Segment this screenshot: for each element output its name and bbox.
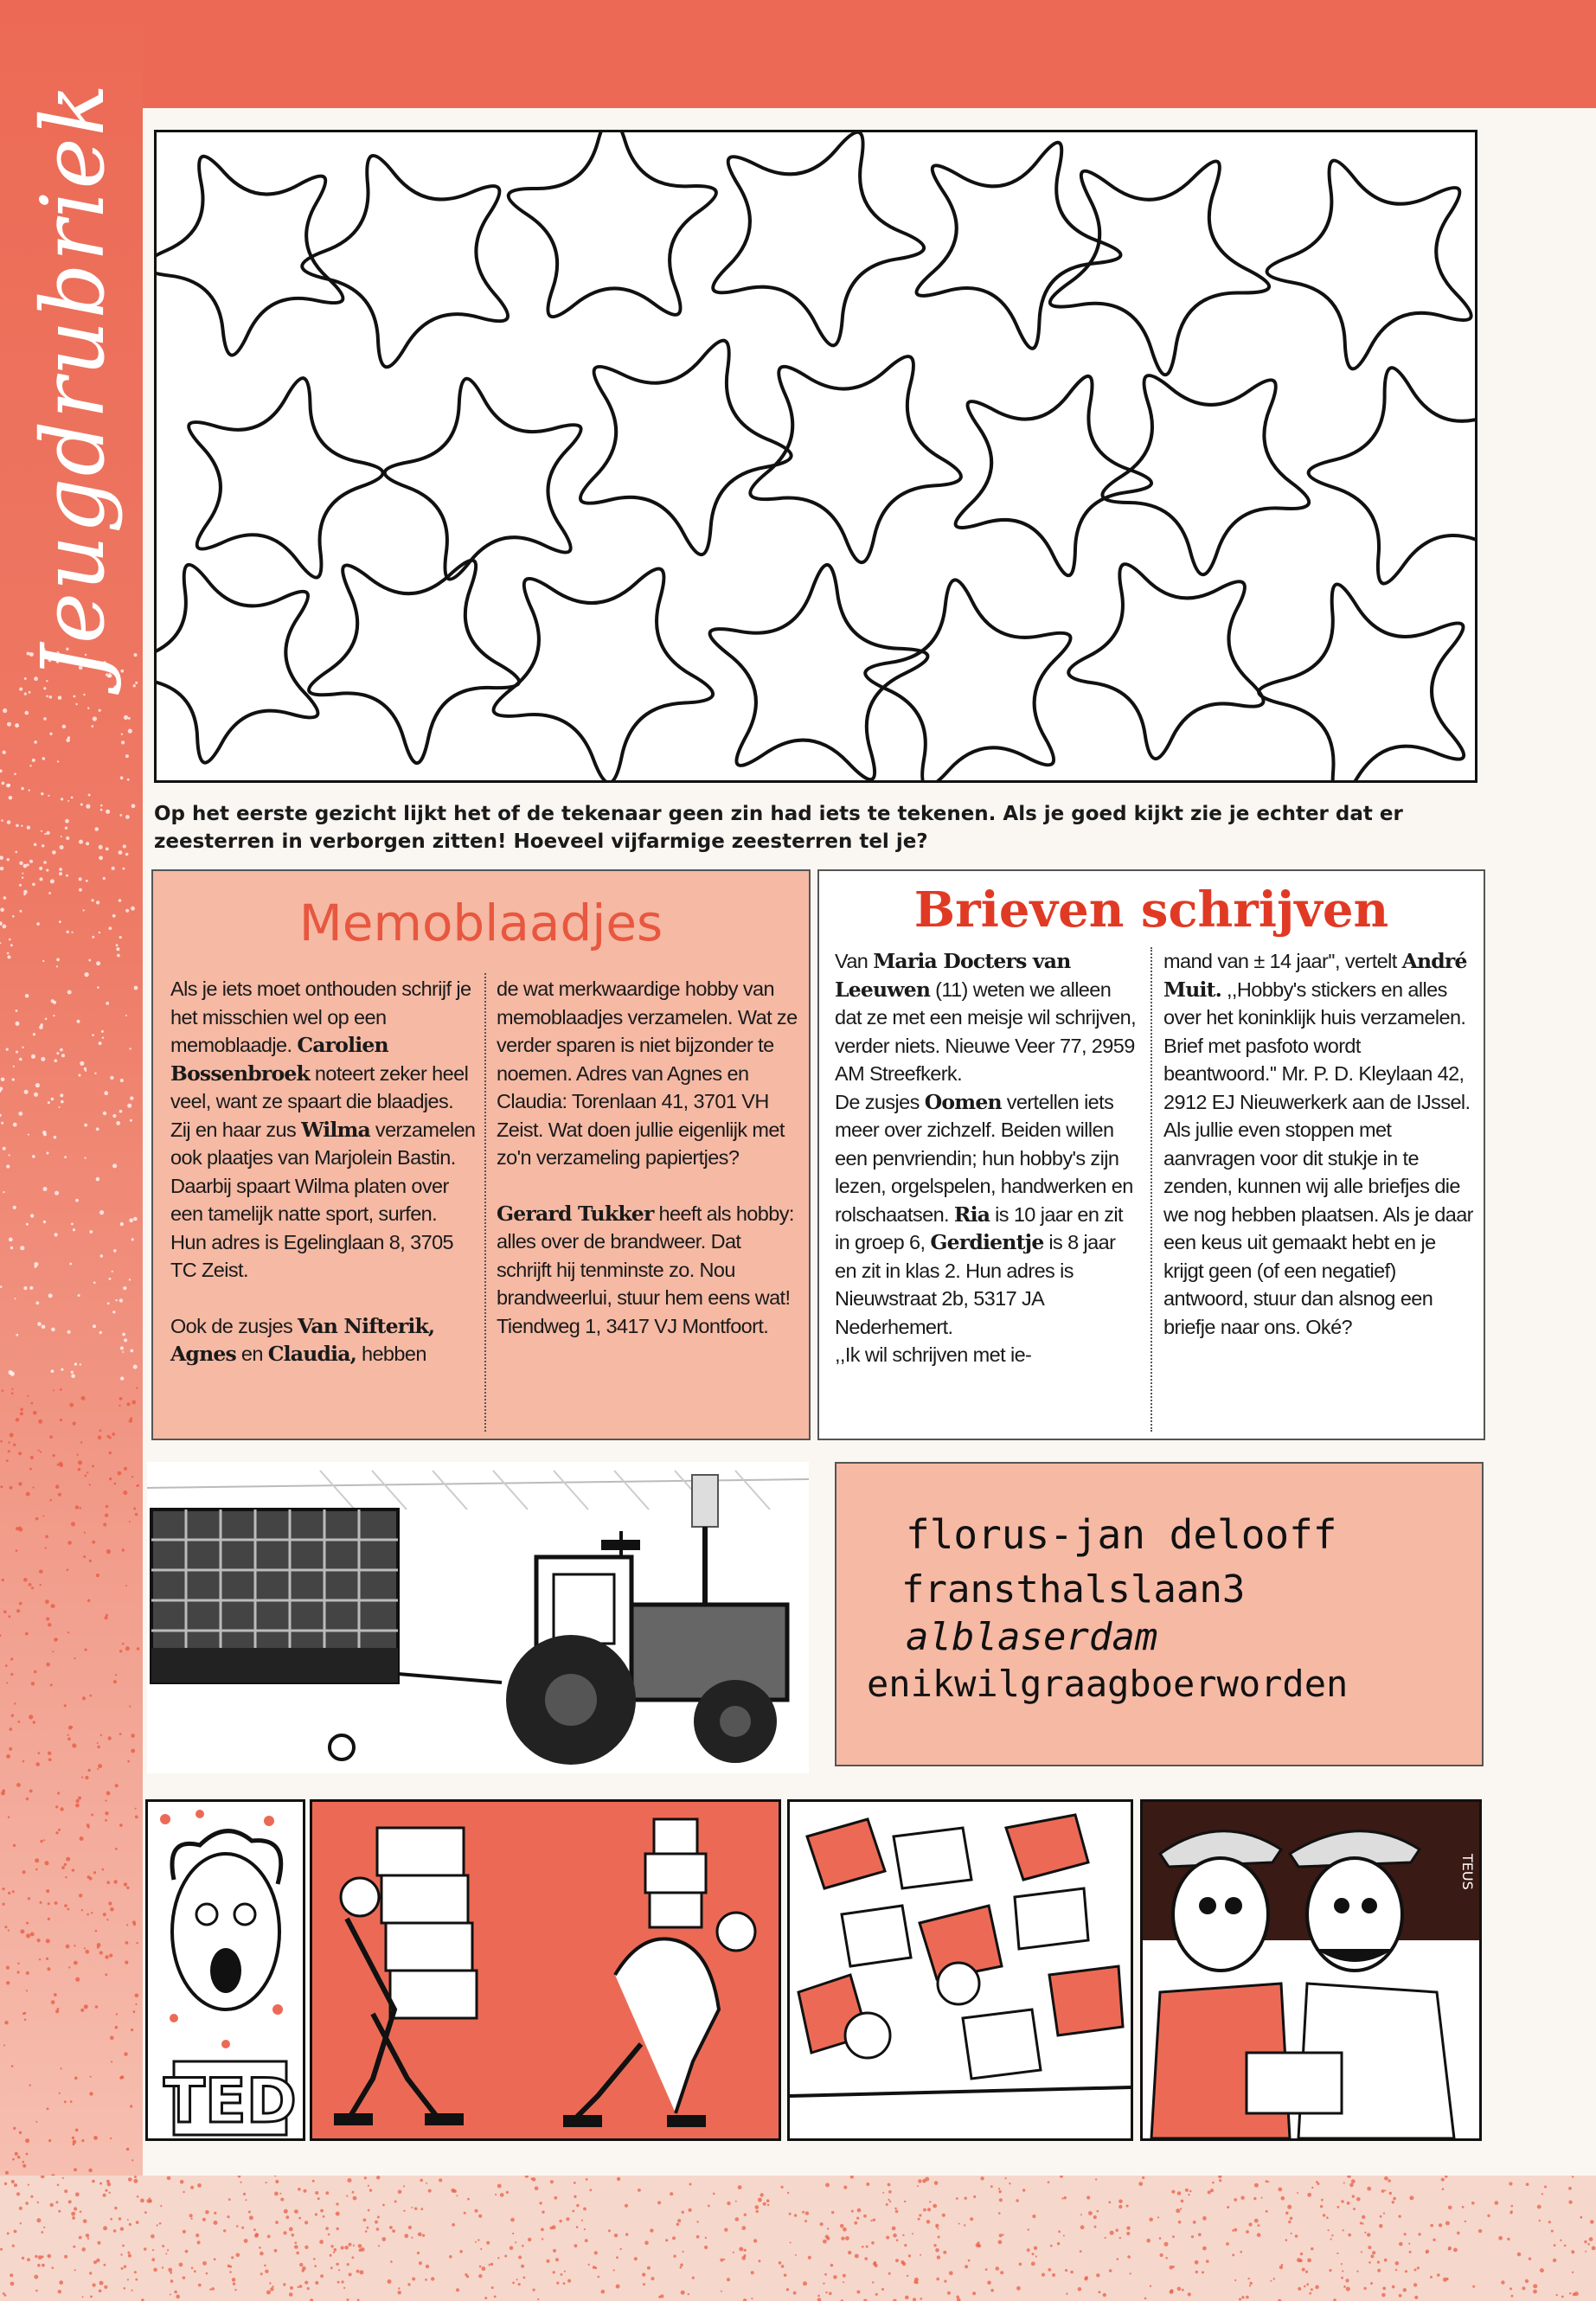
starfish-outline [1309, 368, 1475, 583]
starfish-outline [710, 565, 928, 779]
body-text: de wat merkwaardige hobby van memoblaadjes verzamelen. Wat ze verder sparen is niet bijzonder te noemen. Adres van Agnes en Claudia: Torenlaan 41, 3701 VH Zeist. Wat doen jullie eigenlijk met zo'n verzameling papiertjes? [497, 977, 798, 1169]
starfish-outline [157, 565, 317, 763]
bottom-dots [0, 2176, 1596, 2301]
body-text: noteert zeker heel veel, want ze spaart die blaadjes. Zij en haar zus [170, 1061, 469, 1141]
section-title-text: Jeugdrubriek [22, 81, 125, 680]
memoblaadjes-box [151, 869, 811, 1440]
starfish-outline [509, 132, 716, 317]
section-title [17, 81, 130, 680]
letter-line-2: fransthalslaan3 [901, 1567, 1246, 1612]
body-text: is 10 jaar en zit in groep 6, [835, 1202, 1123, 1253]
body-text: ,,Hobby's stickers en alles over het koninklijk huis verzamelen. Brief met pasfoto wordt beantwoord.'' Mr. P. D. Kleylaan 42, 2912 EJ Nieuwerkerk aan de IJssel. Als jullie even stoppen met aanvragen voor dit stukje in te zenden, kunnen wij alle briefjes die we nog hebben plaatsen. Als je daar een keus uit gemaakt hebt en je krijgt geen (of een negatief) antwoord, stuur dan alsnog een briefje naar ons. Oké? [1163, 977, 1473, 1338]
body-text: en [235, 1343, 268, 1365]
starfish-outline [385, 379, 581, 580]
memo-paragraph [497, 975, 799, 1172]
memo-column-2 [497, 975, 799, 1340]
bold-name: Gerard Tukker [497, 1201, 654, 1226]
starfish-outline [1050, 161, 1269, 375]
starfish-outline [189, 378, 382, 578]
body-text: (11) weten we alleen dat ze met een meisje wil schrijven, verder niets. Nieuwe Veer 77, 2959 AM Streefkerk. De zusjes [835, 977, 1137, 1113]
letter-line-3: alblaserdam [906, 1615, 1158, 1659]
artist-mark: TEUS [1459, 1854, 1476, 1890]
handwritten-letter-box [835, 1462, 1484, 1766]
comic-panel-ted [145, 1799, 305, 2141]
body-text: vertellen iets meer over zichzelf. Beiden willen een penvriendin; hun hobby's zijn lezen, orgelspelen, handwerken en rolschaatsen. [835, 1090, 1133, 1226]
bottom-dotted-band [0, 2176, 1596, 2301]
body-text: hebben [356, 1343, 426, 1365]
starfish-outline [494, 568, 714, 780]
bold-name: Claudia, [267, 1342, 357, 1366]
bold-name: Carolien Bossenbroek [170, 1033, 388, 1086]
starfish-tangle-drawing [157, 132, 1475, 780]
ted-signature: TED [163, 2066, 297, 2137]
starfish-outline [1259, 584, 1464, 780]
bold-name: Van Nifterik, Agnes [170, 1313, 435, 1366]
bold-name: Wilma [301, 1117, 370, 1142]
brieven-schrijven-box [817, 869, 1485, 1440]
bold-name: André Muit. [1163, 949, 1467, 1002]
memo-paragraph [497, 1200, 799, 1341]
starfish-outline [1102, 375, 1309, 574]
brieven-paragraph [835, 947, 1142, 1369]
body-text: Ook de zusjes [170, 1314, 298, 1337]
body-text: verzamelen ook plaatjes van Marjolein Bastin. Daarbij spaart Wilma platen over een tamelijk natte sport, surfen. Hun adres is Egelinglaan 8, 3705 TC Zeist. [170, 1118, 476, 1281]
bold-name: Gerdientje [930, 1230, 1044, 1254]
starfish-outline [1068, 564, 1263, 759]
tractor-illustration [147, 1462, 809, 1773]
body-text: mand van ± 14 jaar'', vertelt [1163, 950, 1402, 972]
starfish-outline [713, 132, 924, 345]
brieven-paragraph [1163, 947, 1477, 1341]
memoblaadjes-title: Memoblaadjes [298, 894, 663, 952]
bold-name: Maria Docters van Leeuwen [835, 949, 1071, 1002]
memo-paragraph [170, 1312, 478, 1368]
memo-paragraph [170, 975, 478, 1285]
letter-line-1: florus-jan delooff [906, 1511, 1337, 1558]
starfish-outline [580, 341, 792, 555]
brieven-column-1 [835, 947, 1142, 1369]
letter-line-4: enikwilgraagboerworden [867, 1663, 1349, 1705]
starfish-outline [309, 561, 519, 763]
bold-name: Oomen [924, 1089, 1002, 1114]
body-text: heeft als hobby: alles over de brandweer. Dat schrijft hij tenminste zo. Nou brandweerlui, stuur hem eens wat! Tiendweg 1, 3417 VJ Montfoort. [497, 1202, 794, 1337]
memo-column-divider [484, 973, 486, 1432]
brieven-column-2 [1163, 947, 1477, 1341]
body-text: Van [835, 950, 874, 972]
comic-panel-carrying-boxes [310, 1799, 781, 2141]
brieven-title: Brieven schrijven [913, 881, 1389, 939]
body-text: is 8 jaar en zit in klas 2. Hun adres is Nieuwstraat 2b, 5317 JA Nederhemert. ,,Ik wil schrijven met ie- [835, 1231, 1116, 1366]
puzzle-caption: Op het eerste gezicht lijkt het of de tekenaar geen zin had iets te tekenen. Als je goed kijkt zie je echter dat er zeesterren in verborgen zitten! Hoeveel vijfarmige zeesterren tel je? [154, 803, 1403, 853]
comic-panel-crash [787, 1799, 1133, 2141]
memo-column-1 [170, 975, 478, 1368]
starfish-outline [302, 156, 508, 367]
bold-name: Ria [953, 1202, 990, 1227]
body-text: Als je iets moet onthouden schrijf je het misschien wel op een memoblaadje. [170, 977, 471, 1056]
brieven-column-divider [1151, 947, 1152, 1432]
top-color-band [0, 0, 1596, 108]
starfish-outline [750, 356, 961, 562]
starfish-puzzle-image [154, 130, 1477, 783]
tractor-drawing [147, 1462, 809, 1773]
starfish-outline [1267, 161, 1471, 369]
comic-panel-two-men [1140, 1799, 1482, 2141]
